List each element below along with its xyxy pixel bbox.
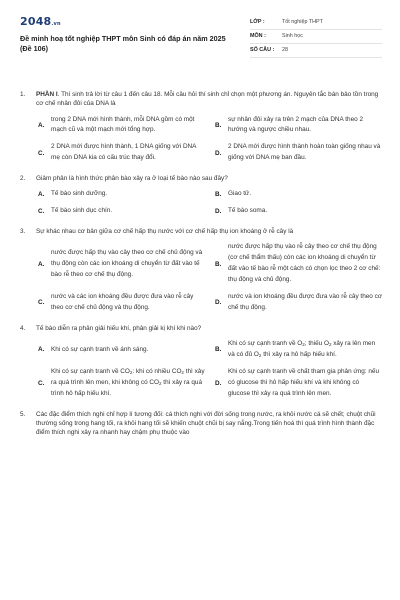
option-c[interactable] (38, 142, 205, 164)
meta-row-count (250, 44, 382, 58)
option-text: nước được hấp thụ vào cây theo cơ chế chủ động và thụ động còn các ion khoáng di chuyển từ đất vào tế bào rễ theo cơ chế thụ động. (51, 248, 203, 278)
option-text-part: thì xảy ra quá trình hô hấp hiếu khí. (51, 378, 203, 397)
option-text: nước và ion khoáng đều được đưa vào rễ cây theo cơ chế thụ động. (228, 293, 383, 311)
option-d[interactable] (215, 292, 382, 314)
option-b[interactable] (215, 339, 382, 361)
option-letter: D. (215, 379, 222, 387)
meta-row-subject (250, 30, 382, 44)
option-b[interactable] (215, 242, 382, 286)
question-number: 5. (20, 410, 26, 418)
question-1 (20, 90, 382, 164)
option-d[interactable] (215, 206, 382, 217)
question-text: Các đặc điểm thích nghi chỉ hợp lí tương đối: cá thích nghi với đời sống trong nước, ra khỏi nước cá sẽ chết; chuột chũi thường sống trong hang tối, ra khỏi hang tối sẽ khiến chuột chũi bị say nắng.Trong tiến hoá thì quá trình hình thành đặc điểm thích nghi xảy ra nhanh hay chậm phụ thuộc vào (36, 410, 376, 437)
option-letter: A. (38, 121, 45, 129)
option-d[interactable] (215, 367, 382, 400)
option-letter: D. (215, 149, 222, 157)
meta-label: LỚP : (250, 18, 265, 25)
option-letter: A. (38, 260, 45, 268)
option-text: 2 DNA mới được hình thành, 1 DNA giống với DNA mẹ còn DNA kia có cấu trúc thay đổi. (51, 143, 197, 162)
meta-value: Tốt nghiệp THPT (282, 18, 323, 25)
option-text: 2 DNA mới được hình thành hoàn toàn giống nhau và giống với DNA mẹ ban đầu. (228, 143, 381, 162)
logo-sub: .vn (51, 21, 61, 27)
option-letter: C. (38, 379, 45, 387)
option-list (20, 339, 382, 399)
part-label: PHẦN I (36, 91, 58, 98)
question-number: 2. (20, 175, 26, 183)
meta-row-class (250, 16, 382, 30)
option-text: Giao tử. (228, 190, 252, 198)
question-text (36, 90, 382, 109)
question-5 (20, 410, 382, 438)
question-number: 1. (20, 91, 26, 98)
option-letter: B. (215, 260, 222, 268)
question-text: Sự khác nhau cơ bản giữa cơ chế hấp thụ nước với cơ chế hấp thụ ion khoáng ở rễ cây là (36, 228, 294, 236)
question-2 (20, 174, 382, 217)
option-text: Tế bào sinh dục chín. (51, 207, 113, 215)
option-letter: A. (38, 346, 45, 354)
option-text: nước được hấp thụ vào rễ cây theo cơ chế thụ động (cơ chế thẩm thấu) còn các ion khoáng di chuyển từ đất vào tế bào rễ một cách có chọn lọc theo 2 cơ chế: thụ động và chủ động. (228, 243, 381, 284)
option-list (20, 242, 382, 313)
subscript: 2 (181, 369, 184, 375)
option-text-part: thì xảy ra quá trình lên men, khi không có CO (51, 367, 205, 386)
question-4 (20, 324, 382, 400)
option-text: Khi có sự cạnh tranh về chất tham gia phản ứng: nếu có glucose thì hô hấp hiếu khí và khi không có glucose thì xảy ra quá trình lên men. (228, 367, 380, 397)
meta-value: Sinh học (282, 32, 303, 39)
question-head (20, 410, 382, 438)
question-head (20, 90, 382, 109)
question-number: 4. (20, 324, 26, 332)
option-list (20, 115, 382, 165)
question-head (20, 174, 382, 183)
option-letter: C. (38, 299, 45, 307)
option-text (51, 367, 205, 400)
option-text-part: thì xảy ra hô hấp hiếu khí. (261, 350, 337, 358)
option-c[interactable] (38, 292, 205, 314)
option-text: nước và các ion khoáng đều được đưa vào rễ cây theo cơ chế chủ động và thụ động. (51, 293, 194, 311)
option-text (228, 339, 382, 361)
option-text: Tế bào sinh dưỡng. (51, 190, 108, 198)
option-text-part: ; thiếu O (304, 340, 329, 348)
meta-value: 28 (282, 46, 288, 53)
logo-main: 2048 (20, 15, 52, 28)
option-text: Khi có sự cạnh tranh về ánh sáng. (51, 345, 149, 353)
option-letter: B. (215, 121, 222, 129)
subscript: 2 (129, 369, 133, 375)
site-logo[interactable] (20, 14, 230, 30)
option-letter: D. (215, 299, 222, 307)
exam-meta (250, 14, 382, 80)
question-3 (20, 227, 382, 314)
subscript: 2 (328, 342, 332, 348)
subscript: 2 (302, 342, 305, 348)
question-text: Giảm phân là hình thức phân bào xảy ra ở loại tế bào nào sau đây? (36, 175, 228, 183)
page-header (20, 14, 382, 80)
meta-label: SỐ CÂU : (250, 46, 275, 53)
option-letter: A. (38, 191, 45, 199)
question-number: 3. (20, 228, 26, 236)
option-list (20, 189, 382, 217)
option-b[interactable] (215, 189, 382, 200)
question-head (20, 324, 382, 333)
option-letter: C. (38, 208, 45, 216)
option-text: Tế bào soma. (228, 207, 268, 215)
option-letter: B. (215, 191, 222, 199)
question-head (20, 227, 382, 236)
option-c[interactable] (38, 367, 205, 400)
option-letter: D. (215, 208, 222, 216)
option-text: trong 2 DNA mới hình thành, mỗi DNA gồm có một mạch cũ và một mạch mới tổng hợp. (51, 115, 195, 134)
question-text: Tế bào diễn ra phân giải hiếu khí, phân giải kị khí khi nào? (36, 324, 202, 332)
exam-title: Đề minh hoạ tốt nghiệp THPT môn Sinh có đáp án năm 2025 (Đề 106) (20, 33, 226, 54)
option-a[interactable] (38, 189, 205, 200)
option-letter: B. (215, 346, 222, 354)
option-letter: C. (38, 149, 45, 157)
option-text-part: Khi có sự cạnh tranh về O (228, 340, 303, 348)
option-text-part: Khi có sự cạnh tranh về CO (51, 367, 130, 375)
option-c[interactable] (38, 206, 205, 217)
option-text: sự nhân đôi xảy ra trên 2 mạch của DNA theo 2 hướng và ngược chiều nhau. (228, 115, 364, 134)
option-text-part: : khi có nhiều CO (132, 367, 182, 375)
option-a[interactable] (38, 242, 205, 286)
question-body: . Thí sinh trả lời từ câu 1 đến câu 18. Mỗi câu hỏi thí sinh chỉ chọn một phương án. Nguyên tắc bán bảo tồn trong cơ chế nhân đôi của DNA là (36, 91, 379, 108)
meta-label: MÔN : (250, 32, 266, 39)
option-text-part: xảy ra lên men và có đủ O (228, 340, 376, 358)
subscript: 2 (258, 352, 262, 358)
option-b[interactable] (215, 115, 382, 137)
option-a[interactable] (38, 339, 205, 361)
subscript: 2 (159, 380, 162, 386)
option-a[interactable] (38, 115, 205, 137)
header-left (20, 14, 230, 80)
option-d[interactable] (215, 142, 382, 164)
